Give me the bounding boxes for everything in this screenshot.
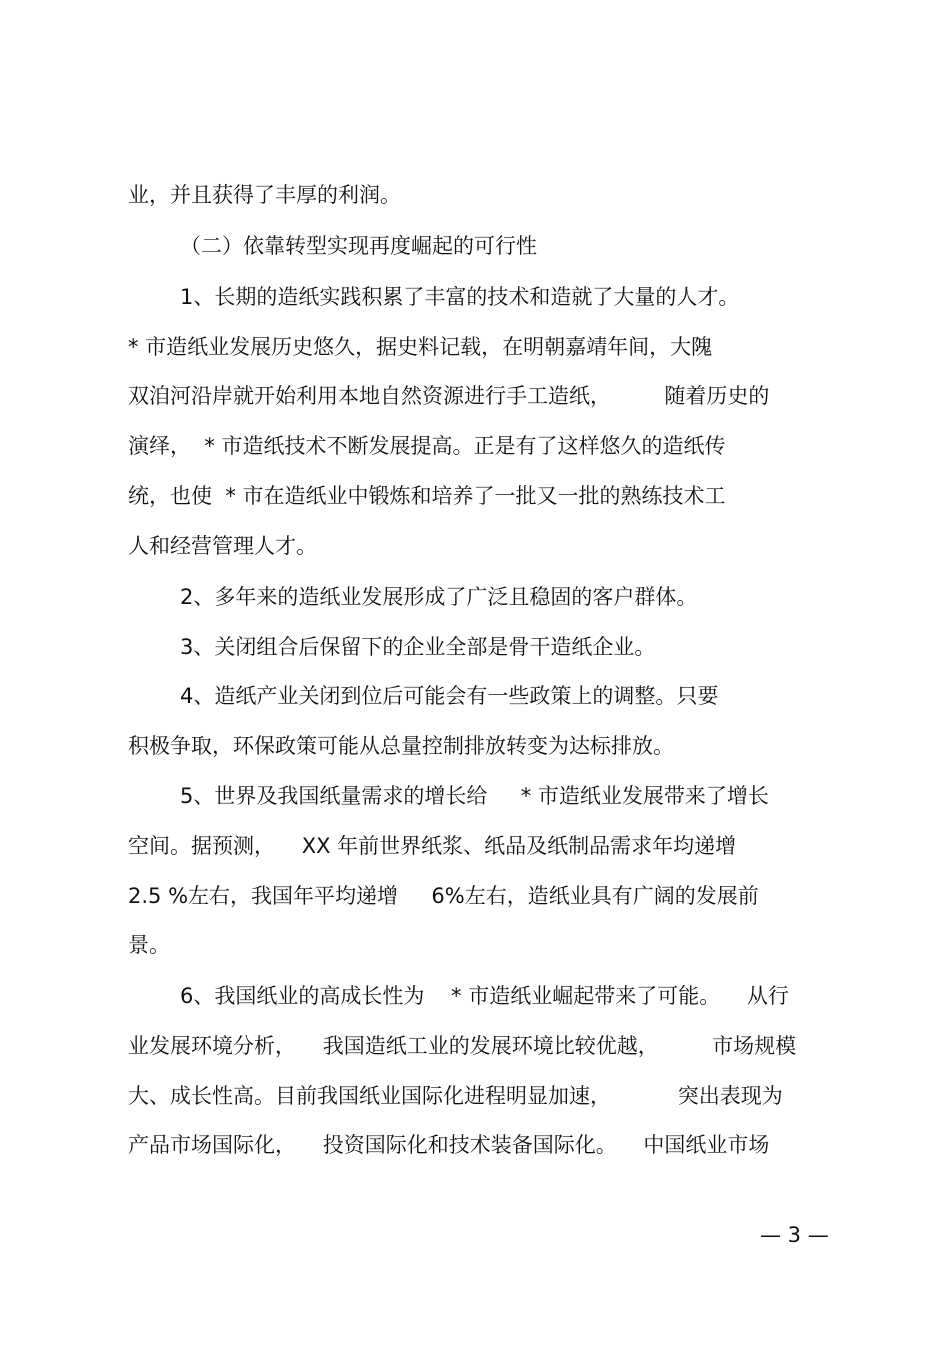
text-line: * 市造纸业发展历史悠久，据史料记载，在明朝嘉靖年间，大隗 [128,335,713,359]
text-line: 1、长期的造纸实践积累了丰富的技术和造就了大量的人才。 [180,285,740,309]
text-line: 2、多年来的造纸业发展形成了广泛且稳固的客户群体。 [180,585,698,609]
text-line: 积极争取，环保政策可能从总量控制排放转变为达标排放。 [128,734,674,758]
text-line: 景。 [128,933,170,957]
text-line: 双洎河沿岸就开始利用本地自然资源进行手工造纸， 随着历史的 [128,384,770,408]
text-line: 大、成长性高。目前我国纸业国际化进程明显加速， 突出表现为 [128,1084,783,1108]
text-line: 2.5 %左右，我国年平均递增 6%左右，造纸业具有广阔的发展前 [128,884,759,908]
text-line: 产品市场国际化， 投资国际化和技术装备国际化。 中国纸业市场 [128,1133,770,1157]
text-line: 4、造纸产业关闭到位后可能会有一些政策上的调整。只要 [180,684,719,708]
text-line: 业，并且获得了丰厚的利润。 [128,183,401,207]
text-line: 人和经营管理人才。 [128,534,317,558]
section-heading: （二）依靠转型实现再度崛起的可行性 [180,234,537,258]
text-line: 6、我国纸业的高成长性为 * 市造纸业崛起带来了可能。 从行 [180,984,789,1008]
page-number: — 3 — [760,1223,829,1247]
text-line: 3、关闭组合后保留下的企业全部是骨干造纸企业。 [180,635,656,659]
text-line: 统，也使 * 市在造纸业中锻炼和培养了一批又一批的熟练技术工 [128,484,726,508]
text-line: 业发展环境分析， 我国造纸工业的发展环境比较优越， 市场规模 [128,1034,797,1058]
text-line: 5、世界及我国纸量需求的增长给 * 市造纸业发展带来了增长 [180,784,769,808]
text-line: 演绎， * 市造纸技术不断发展提高。正是有了这样悠久的造纸传 [128,434,726,458]
text-line: 空间。据预测， XX 年前世界纸浆、纸品及纸制品需求年均递增 [128,834,737,858]
